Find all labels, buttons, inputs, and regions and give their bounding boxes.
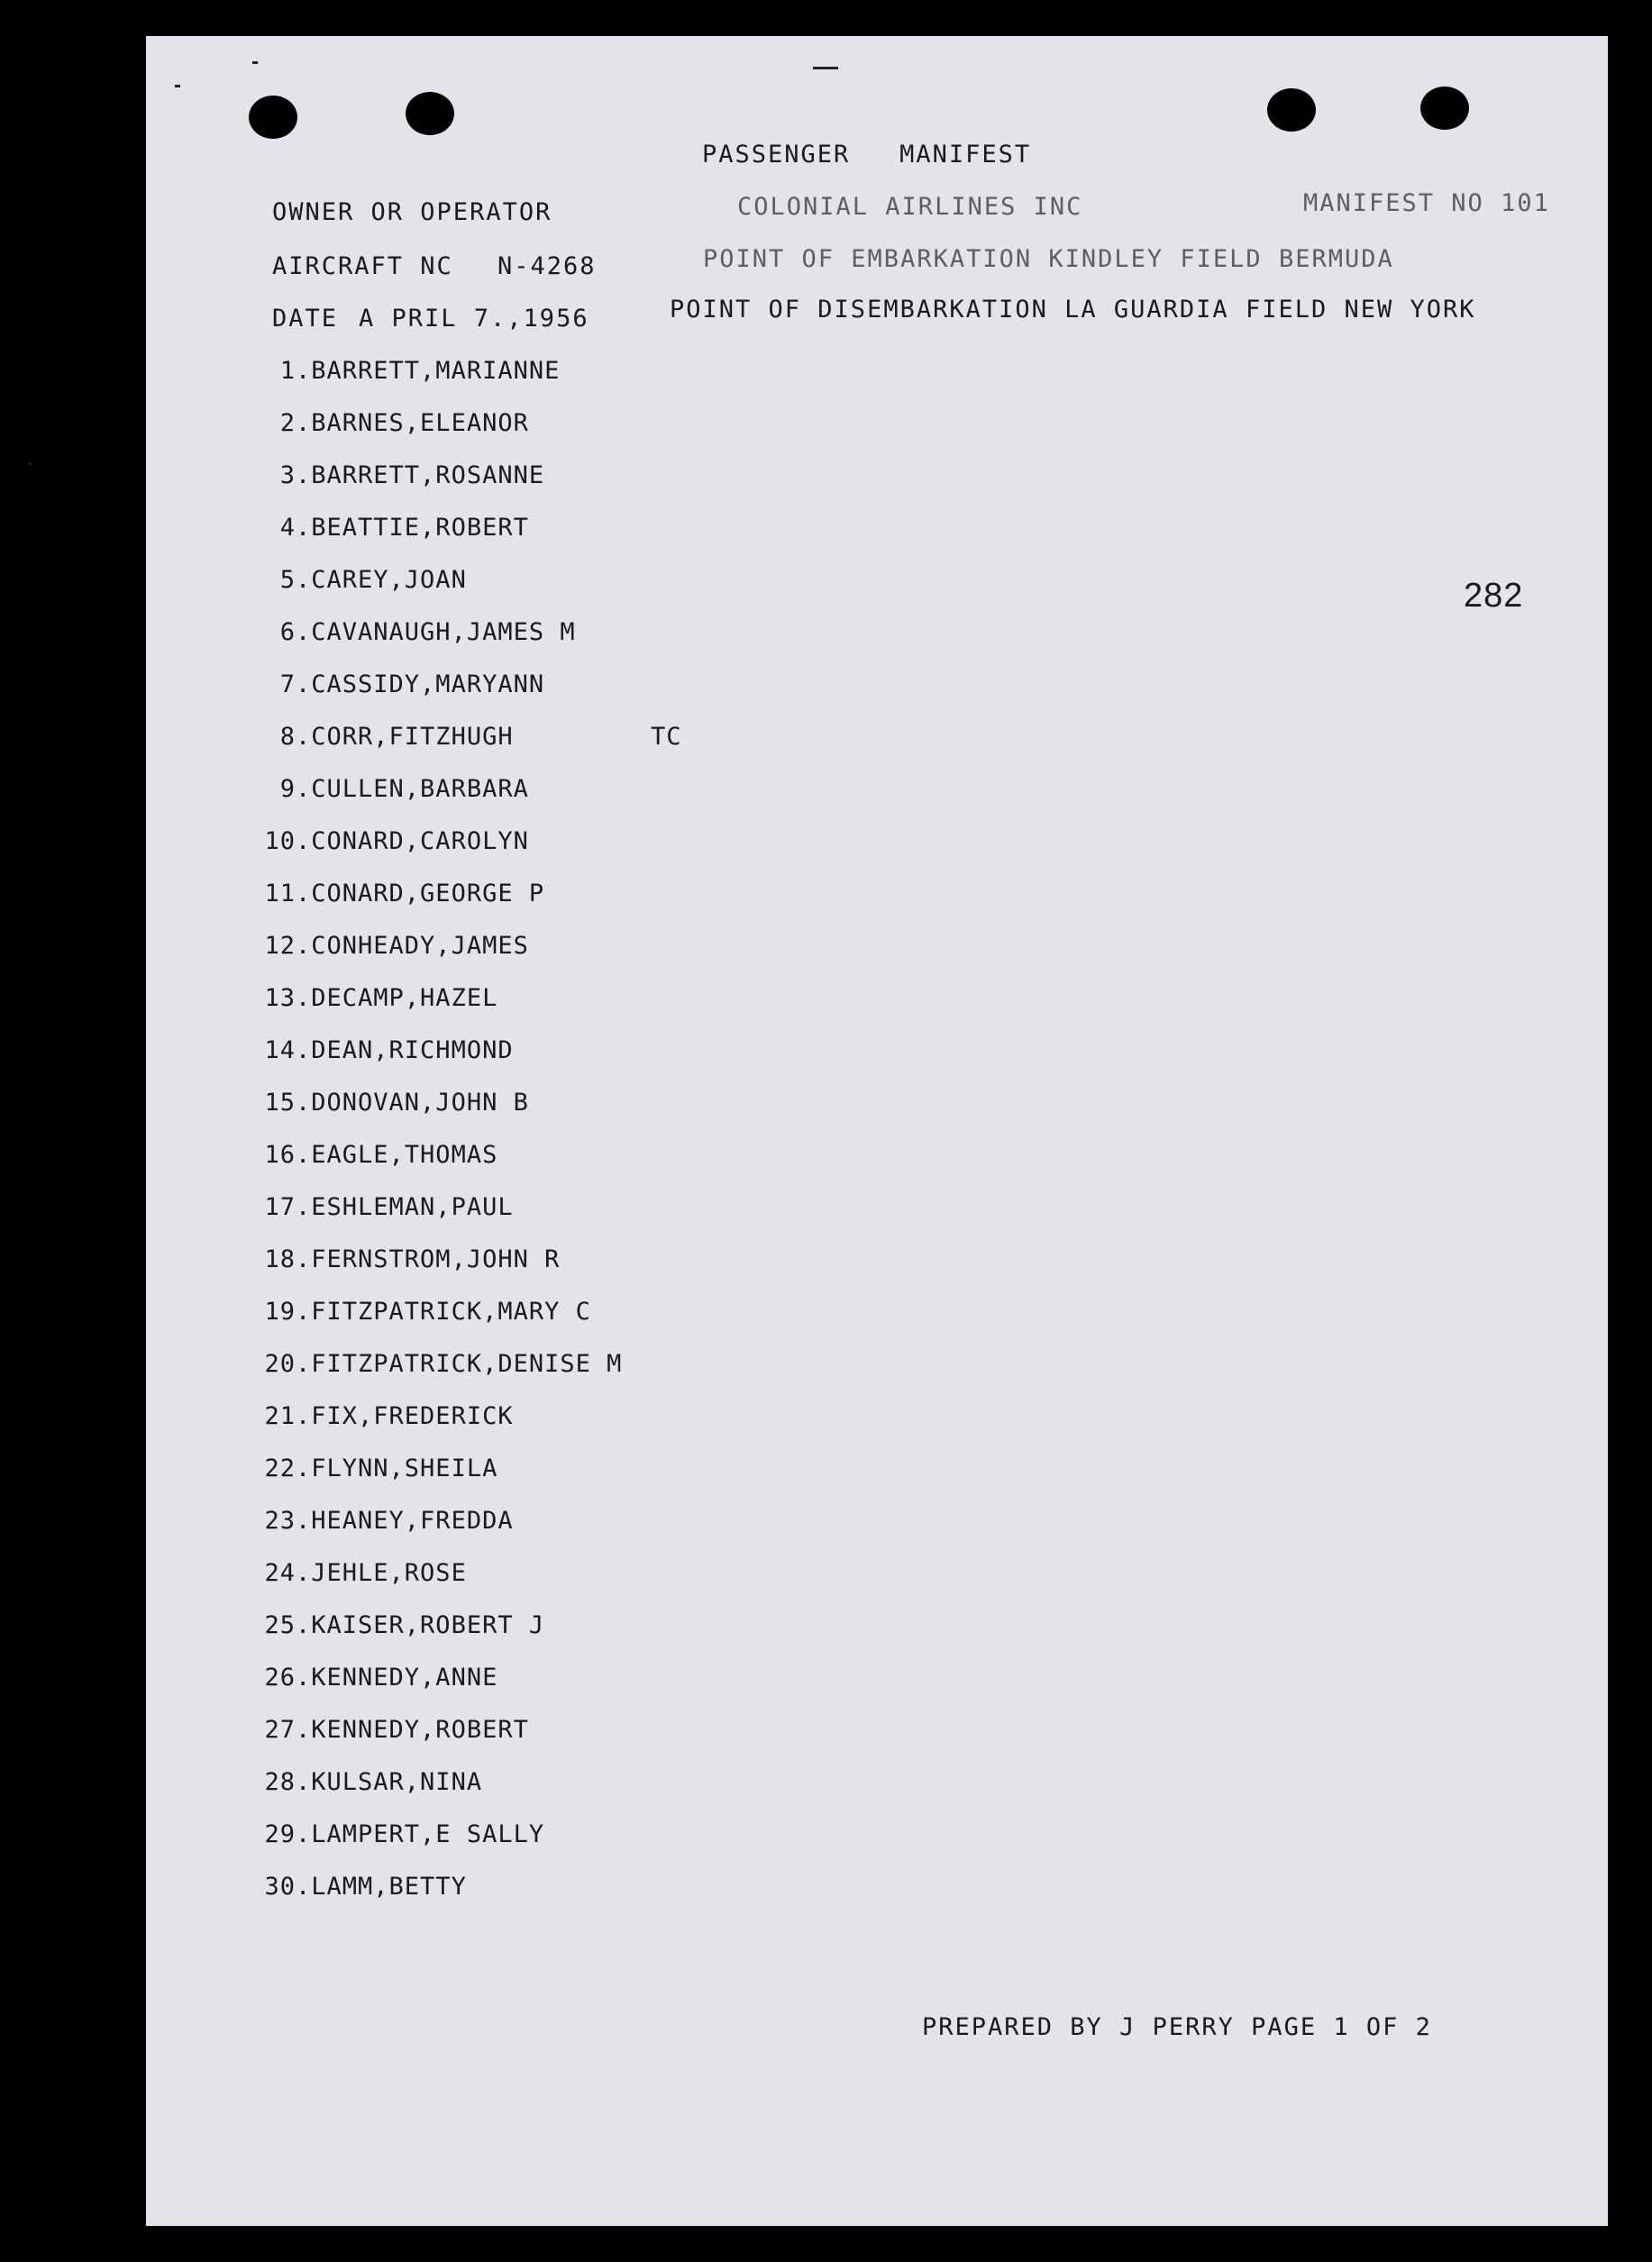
disembarkation-point: POINT OF DISEMBARKATION LA GUARDIA FIELD NEW YORK (670, 296, 1476, 324)
list-item: 26. KENNEDY,ANNE (245, 1665, 497, 1690)
aircraft-label: AIRCRAFT NC (272, 252, 453, 280)
list-item: 1. BARRETT,MARIANNE (245, 359, 560, 383)
date-value: A PRIL 7.,1956 (359, 305, 589, 333)
embarkation-point: POINT OF EMBARKATION KINDLEY FIELD BERMUDA (703, 245, 1394, 273)
list-item: 15. DONOVAN,JOHN B (245, 1090, 529, 1115)
list-item: 9. CULLEN,BARBARA (245, 777, 529, 801)
list-item: 3. BARRETT,ROSANNE (245, 463, 544, 488)
list-item: 27. KENNEDY,ROBERT (245, 1718, 529, 1742)
list-item: 17. ESHLEMAN,PAUL (245, 1195, 514, 1219)
manifest-title: PASSENGER MANIFEST (702, 141, 1032, 169)
ink-speck (813, 67, 838, 69)
list-item: 29. LAMPERT,E SALLY (245, 1822, 544, 1847)
list-item: 19. FITZPATRICK,MARY C (245, 1300, 591, 1324)
list-item: 13. DECAMP,HAZEL (245, 986, 497, 1010)
date-label: DATE (272, 305, 339, 333)
list-item: 7. CASSIDY,MARYANN (245, 672, 544, 697)
manifest-number: MANIFEST NO 101 (1303, 189, 1550, 217)
list-item: 30. LAMM,BETTY (245, 1874, 467, 1899)
prepared-by-footer: PREPARED BY J PERRY PAGE 1 OF 2 (922, 2013, 1432, 2041)
list-item: 12. CONHEADY,JAMES (245, 934, 529, 958)
list-item: 16. EAGLE,THOMAS (245, 1143, 497, 1167)
list-item: 8. CORR,FITZHUGH TC (245, 725, 514, 749)
punch-hole (1267, 88, 1316, 132)
list-item: 22. FLYNN,SHEILA (245, 1456, 497, 1481)
list-item: 18. FERNSTROM,JOHN R (245, 1247, 560, 1272)
ink-speck (252, 61, 258, 64)
list-item: 2. BARNES,ELEANOR (245, 411, 529, 435)
list-item: 14. DEAN,RICHMOND (245, 1038, 514, 1063)
list-item: 23. HEANEY,FREDDA (245, 1509, 514, 1533)
list-item: 25. KAISER,ROBERT J (245, 1613, 544, 1637)
punch-hole (1420, 87, 1469, 130)
list-item: 20. FITZPATRICK,DENISE M (245, 1352, 622, 1376)
list-item: 10. CONARD,CAROLYN (245, 829, 529, 853)
page-number: 282 (1464, 577, 1524, 615)
list-item: 28. KULSAR,NINA (245, 1770, 482, 1794)
list-item: 4. BEATTIE,ROBERT (245, 515, 529, 540)
list-item: 6. CAVANAUGH,JAMES M (245, 620, 576, 644)
list-item: 11. CONARD,GEORGE P (245, 881, 544, 906)
aircraft-value: N-4268 (497, 252, 597, 280)
ink-speck (175, 85, 180, 87)
punch-hole (406, 92, 454, 135)
ink-speck (29, 462, 32, 465)
owner-value: COLONIAL AIRLINES INC (737, 193, 1083, 221)
list-item: 21. FIX,FREDERICK (245, 1404, 514, 1428)
owner-label: OWNER OR OPERATOR (272, 198, 552, 226)
list-item: 5. CAREY,JOAN (245, 568, 467, 592)
punch-hole (249, 96, 297, 139)
list-item: 24. JEHLE,ROSE (245, 1561, 467, 1585)
